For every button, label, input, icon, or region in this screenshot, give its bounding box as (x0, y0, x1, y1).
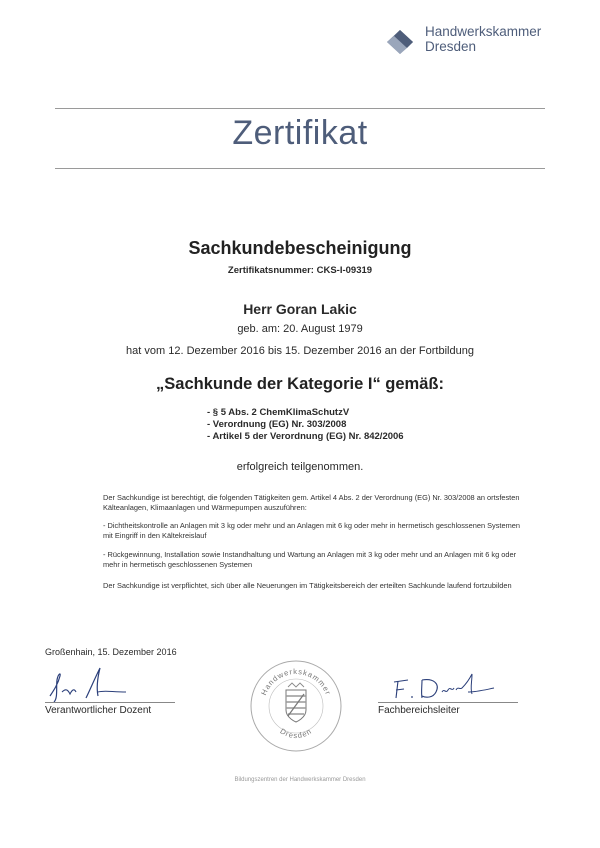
regulation-item: - Verordnung (EG) Nr. 303/2008 (207, 419, 347, 430)
body-paragraph: - Dichtheitskontrolle an Anlagen mit 3 kg oder mehr und an Anlagen mit 6 kg oder mehr in hermetisch geschlossenen Systemen mit Eingriff in den Kältekreislauf (103, 521, 520, 540)
certificate-number: Zertifikatsnummer: CKS-I-09319 (227, 265, 373, 276)
lecturer-signature (28, 662, 138, 704)
seal-bottom-text: Dresden (278, 726, 314, 741)
course-period: hat vom 12. Dezember 2016 bis 15. Dezember 2016 an der Fortbildung (126, 345, 474, 357)
course-result: erfolgreich teilgenommen. (236, 461, 364, 473)
body-paragraph: - Rückgewinnung, Installation sowie Instandhaltung und Wartung an Anlagen mit 3 kg oder mehr und an Anlagen mit 6 kg oder mehr in hermetisch geschlossenen Systemen (103, 550, 517, 569)
regulation-item: - § 5 Abs. 2 ChemKlimaSchutzV (207, 407, 350, 418)
logo-line-1: Handwerkskammer (425, 24, 542, 39)
regulation-list (207, 407, 404, 443)
body-paragraph: Der Sachkundige ist berechtigt, die folgenden Tätigkeiten gem. Artikel 4 Abs. 2 der Verordnung (EG) Nr. 303/2008 an ortsfesten Kälteanlagen, Klimaanlagen und Wärmepumpen auszuführen: (103, 493, 520, 512)
lecturer-role: Verantwortlicher Dozent (45, 705, 152, 716)
department-head-signature (388, 670, 498, 704)
page-title: Zertifikat (232, 114, 368, 152)
place-date: Großenhain, 15. Dezember 2016 (45, 647, 177, 657)
document-type: Sachkundebescheinigung (188, 238, 412, 258)
lecturer-signature-line (45, 702, 175, 703)
recipient-name: Herr Goran Lakic (243, 301, 357, 317)
svg-text:Handwerkskammer (259, 667, 333, 697)
regulation-item: - Artikel 5 der Verordnung (EG) Nr. 842/2006 (207, 431, 404, 442)
chamber-seal-icon (248, 658, 344, 754)
department-head-role: Fachbereichsleiter (378, 705, 460, 716)
svg-text:Dresden (278, 726, 313, 740)
logo-line-2: Dresden (425, 39, 477, 54)
course-title: „Sachkunde der Kategorie I“ gemäß: (156, 375, 444, 393)
seal-top-text: Handwerkskammer (259, 666, 333, 697)
top-divider (55, 108, 545, 109)
hwk-logo (385, 24, 560, 60)
body-paragraph: Der Sachkundige ist verpflichtet, sich über alle Neuerungen im Tätigkeitsbereich der erteilten Sachkunde laufend fortzubilden (103, 581, 512, 590)
department-head-signature-line (378, 702, 518, 703)
recipient-birthdate: geb. am: 20. August 1979 (237, 323, 363, 335)
hwk-logo-icon (385, 28, 415, 56)
title-divider (55, 168, 545, 169)
footer-text: Bildungszentren der Handwerkskammer Dresden (234, 777, 366, 783)
